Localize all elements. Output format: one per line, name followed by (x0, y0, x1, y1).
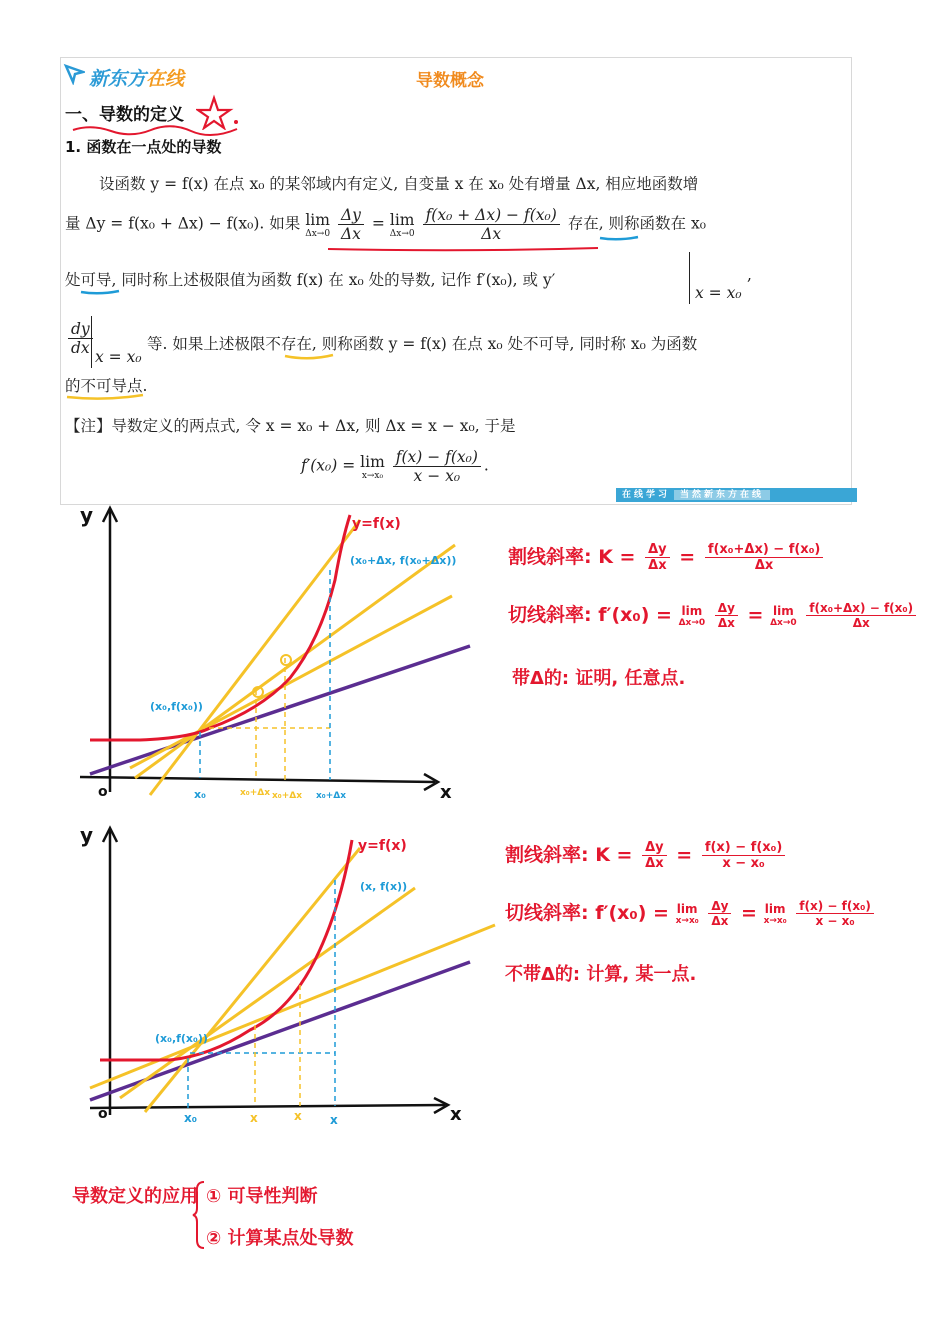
nondiff-underline (65, 392, 145, 402)
tangent-slope-note-1: 切线斜率: f′(x₀) = lim Δx→0 $\frac{\Delta y}{\Delta x}$ = lim Δx→0 $\frac{\text{f(x₀+Δx) − f(x₀)}}{\Delta x}$ (508, 600, 919, 630)
summary-item-1: ① 可导性判断 (206, 1186, 318, 1207)
curve-label: y=f(x) (358, 838, 407, 854)
tick-x0: x₀ (184, 1111, 197, 1125)
curve-f (90, 515, 350, 740)
not-exist-underline (283, 352, 335, 362)
tick-x-3: x (330, 1113, 338, 1127)
footer-bar: 在线学习 当然新东方在线 (616, 488, 857, 502)
secant-line-3 (150, 520, 360, 795)
secant-line-1 (130, 596, 452, 768)
secant-line-2 (135, 545, 455, 778)
logo-icon (63, 63, 85, 85)
use-note-2: 不带Δ的: 计算, 某一点. (505, 964, 697, 985)
secant-line-3 (145, 848, 360, 1112)
tick-xdx-2: x₀+Δx (272, 791, 303, 801)
tangent-line (90, 646, 470, 774)
dy-dx: $\frac{dy}{dx}$ (65, 320, 96, 357)
secant-slope-note-2: 割线斜率: K = $\frac{\Delta y}{\Delta x}$ = $\frac{\text{f(x) − f(x₀)}}{\text{x − x₀}}$ (505, 840, 788, 871)
tangent-slope-note-2: 切线斜率: f′(x₀) = lim x→x₀ $\frac{\Delta y}{\Delta x}$ = lim x→x₀ $\frac{\text{f(x) − f(x₀)}}{\text{x − x₀}}$ (505, 898, 877, 928)
tick-x0: x₀ (194, 788, 206, 801)
far-point-label: (x, f(x)) (360, 880, 408, 893)
tick-xdx-3: x₀+Δx (316, 791, 347, 801)
body-line-4: 等. 如果上述极限不存在, 则称函数 y = f(x) 在点 x₀ 处不可导, 同时称 x₀ 为函数 (147, 335, 698, 353)
exists-underline (598, 234, 640, 242)
eval-bar-2 (91, 316, 92, 368)
secant-slope-note-1: 割线斜率: K = $\frac{\Delta y}{\Delta x}$ = $\frac{\text{f(x₀+Δx) − f(x₀)}}{\Delta x}$ (508, 542, 826, 573)
point-label: (x₀,f(x₀)) (155, 1032, 208, 1045)
body-line-5: 的不可导点. (65, 377, 148, 395)
curve-label: y=f(x) (352, 516, 401, 532)
tick-x-2: x (294, 1109, 302, 1123)
brace-icon (192, 1180, 206, 1250)
x-axis (90, 1105, 445, 1108)
eval-cond: x = x₀ (695, 284, 742, 302)
y-axis-label: y (80, 503, 94, 527)
summary-title: 导数定义的应用 (72, 1186, 198, 1207)
tick-xdx-1: x₀+Δx (240, 788, 271, 798)
eval-bar (689, 252, 690, 304)
body-line-2: 量 Δy = f(x₀ + Δx) − f(x₀). 如果 lim Δx→0 $\frac{\Delta y}{\Delta x}$ = lim Δx→0 $\frac{\text{f(x₀ + Δx) − f(x₀)}}{\Delta x}$ 存在, 则称函数在 x₀ (65, 206, 706, 243)
curve-f (100, 840, 352, 1060)
body-line-3: 处可导, 同时称上述极限值为函数 f(x) 在 x₀ 处的导数, 记作 f′(x₀), 或 y′ (65, 271, 556, 289)
x-axis-label: x (440, 782, 452, 803)
subsection-heading: 1. 函数在一点处的导数 (65, 138, 222, 156)
far-point-label: (x₀+Δx, f(x₀+Δx)) (350, 554, 457, 567)
comma: , (747, 266, 752, 284)
x-axis-label: x (450, 1104, 462, 1125)
origin-label: o (98, 784, 108, 800)
point-label: (x₀,f(x₀)) (150, 700, 203, 713)
graph-delta-form (60, 500, 480, 810)
tick-x-1: x (250, 1111, 258, 1125)
use-note-1: 带Δ的: 证明, 任意点. (512, 668, 686, 689)
body-line-1: 设函数 y = f(x) 在点 x₀ 的某邻域内有定义, 自变量 x 在 x₀ 处有增量 Δx, 相应地函数增 (99, 175, 699, 193)
secant-line-2 (120, 888, 415, 1098)
logo: 新东方在线 (89, 68, 185, 90)
textbook-excerpt (60, 57, 852, 505)
y-axis-label: y (80, 823, 94, 847)
graph-two-point-form (60, 820, 500, 1130)
differentiable-underline (79, 288, 121, 296)
page-title: 导数概念 (416, 71, 484, 91)
summary-item-2: ② 计算某点处导数 (206, 1228, 354, 1249)
origin-label: o (98, 1106, 108, 1122)
section-heading: 一、导数的定义 (65, 105, 184, 125)
two-point-formula: f′(x₀) = lim x→x₀ $\frac{\text{f(x) − f(x₀)}}{\text{x − x₀}}$ . (301, 448, 489, 485)
limit-underline (326, 244, 601, 254)
note-line: 【注】导数定义的两点式, 令 x = x₀ + Δx, 则 Δx = x − x₀, 于是 (65, 417, 516, 435)
x-axis (80, 777, 435, 782)
secant-line-1 (90, 925, 495, 1088)
eval-cond-2: x = x₀ (95, 348, 142, 366)
